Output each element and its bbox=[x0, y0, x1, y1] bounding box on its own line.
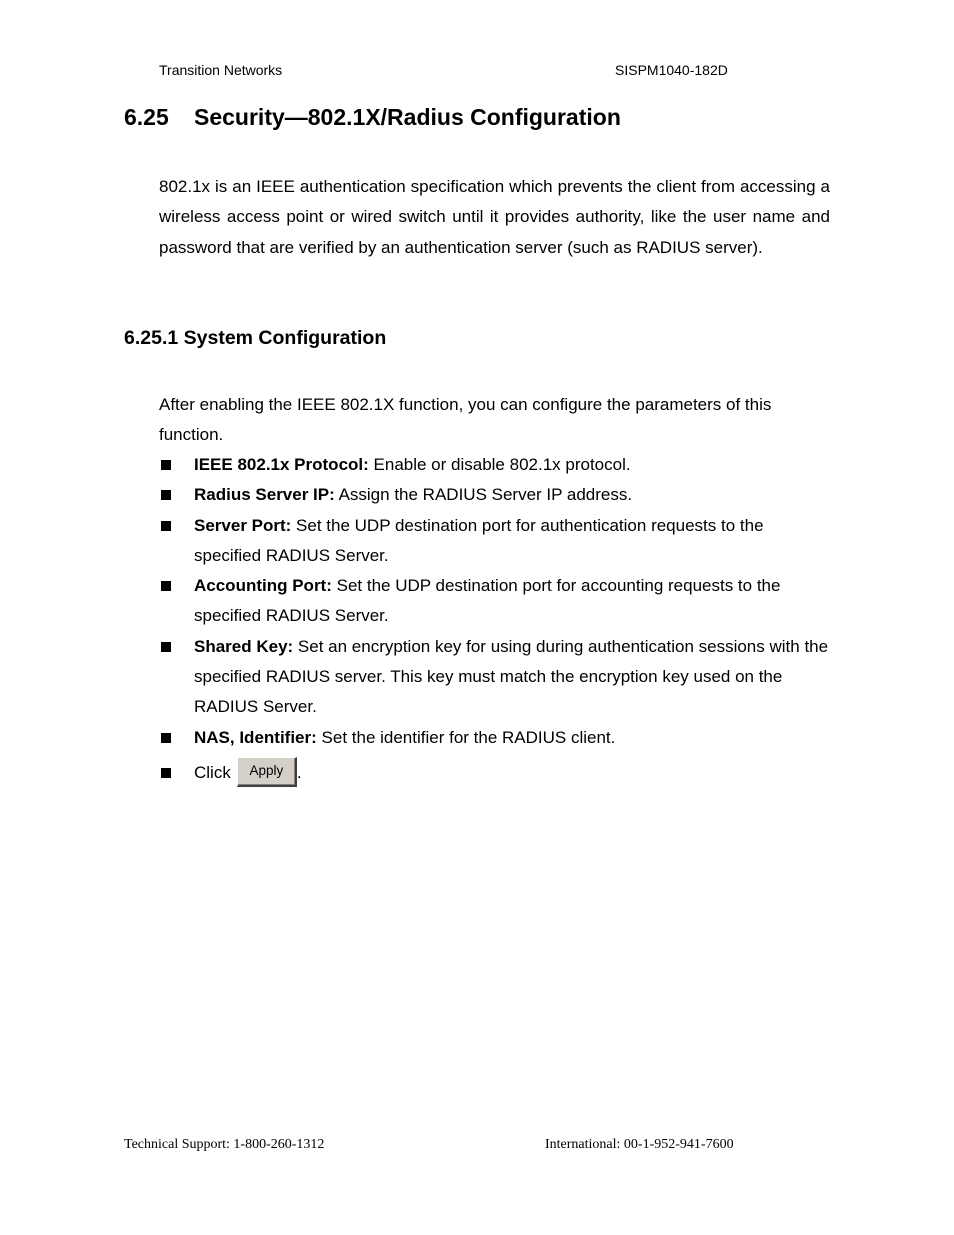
click-apply-item bbox=[159, 757, 830, 789]
list-item bbox=[159, 571, 830, 632]
list-item-text: Set the UDP destination port for authentication requests to the specified RADIUS Server. bbox=[194, 515, 764, 565]
lead-paragraph: After enabling the IEEE 802.1X function, you can configure the parameters of this function. bbox=[159, 395, 772, 445]
list-item-term: IEEE 802.1x Protocol: bbox=[194, 455, 369, 474]
footer-support: Technical Support: 1-800-260-1312 bbox=[124, 1137, 325, 1152]
click-suffix: . bbox=[296, 762, 302, 782]
list-item bbox=[159, 511, 830, 572]
click-prefix: Click bbox=[194, 762, 231, 782]
list-item bbox=[159, 723, 830, 753]
list-item bbox=[159, 450, 830, 480]
square-bullet-icon bbox=[161, 768, 171, 778]
list-item-text: Set the identifier for the RADIUS client. bbox=[316, 727, 616, 747]
square-bullet-icon bbox=[161, 581, 171, 591]
list-item-term: NAS, Identifier: bbox=[194, 727, 317, 747]
list-item bbox=[159, 480, 830, 510]
header-doc-id: SISPM1040-182D bbox=[615, 62, 728, 78]
list-item-text: Enable or disable 802.1x protocol. bbox=[368, 455, 631, 474]
square-bullet-icon bbox=[161, 733, 171, 743]
parameter-list bbox=[159, 450, 830, 789]
list-item bbox=[159, 632, 830, 723]
section-title: Security—802.1X/Radius Configuration bbox=[194, 104, 621, 130]
header-company: Transition Networks bbox=[159, 62, 283, 78]
list-item-term: Server Port: bbox=[194, 515, 292, 535]
square-bullet-icon bbox=[161, 490, 171, 500]
subsection-title: 6.25.1 System Configuration bbox=[124, 327, 387, 349]
section-heading bbox=[124, 104, 621, 131]
list-item-text: Assign the RADIUS Server IP address. bbox=[334, 485, 633, 505]
section-number: 6.25 bbox=[124, 104, 169, 130]
intro-paragraph: 802.1x is an IEEE authentication specification which prevents the client from accessing a wireless access point or wired switch until it provides authority, like the user name and password that are verified by an authentication server (such as RADIUS server). bbox=[159, 177, 830, 257]
square-bullet-icon bbox=[161, 521, 171, 531]
square-bullet-icon bbox=[161, 642, 171, 652]
list-item-text: Set the UDP destination port for accounting requests to the specified RADIUS Server. bbox=[194, 576, 781, 626]
list-item-term: Accounting Port: bbox=[194, 576, 332, 596]
footer-international: International: 00-1-952-941-7600 bbox=[545, 1137, 734, 1152]
list-item-text: Set an encryption key for using during authentication sessions with the specified RADIUS server. This key must match the encryption key used on the RADIUS Server. bbox=[194, 636, 829, 717]
list-item-term: Shared Key: bbox=[194, 636, 294, 656]
square-bullet-icon bbox=[161, 460, 171, 470]
apply-button[interactable]: Apply bbox=[237, 757, 297, 787]
list-item-term: Radius Server IP: bbox=[194, 485, 335, 505]
